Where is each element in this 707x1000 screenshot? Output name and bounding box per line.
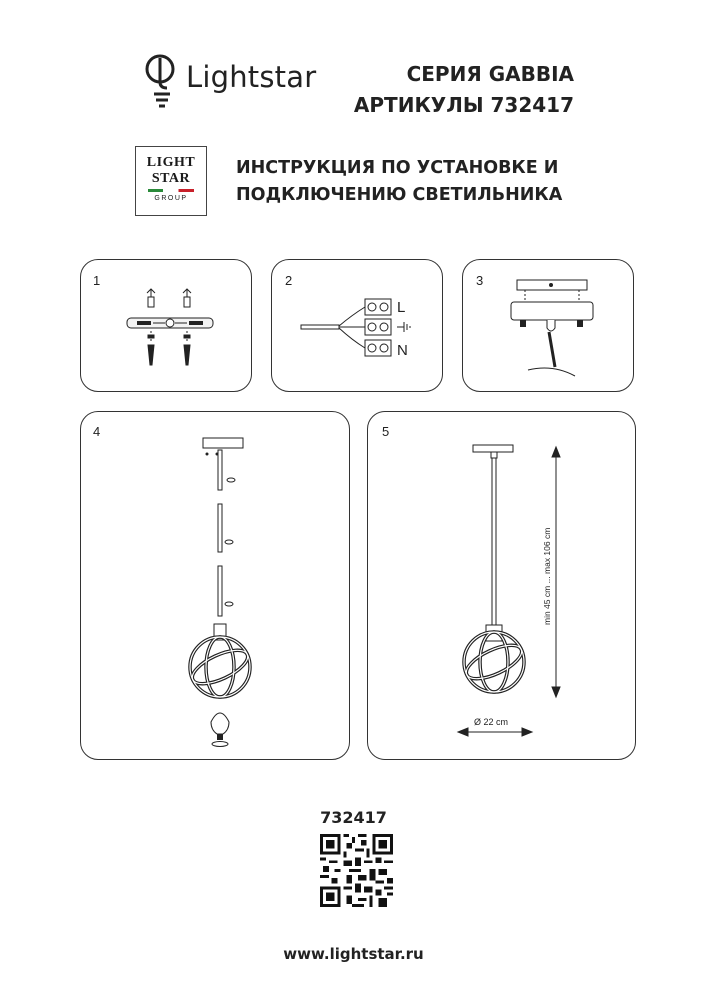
step-4-panel: [80, 411, 350, 760]
step-3-number: 3: [476, 273, 484, 288]
group-logo-stripe: [148, 189, 194, 192]
height-arrow: [552, 447, 560, 697]
live-label: L: [397, 299, 406, 316]
group-logo: [135, 146, 207, 216]
website-link[interactable]: www.lightstar.ru: [283, 945, 424, 963]
step-5-panel: [367, 411, 636, 760]
height-label: min 45 cm ... max 106 cm: [542, 527, 552, 625]
diameter-label: Ø 22 cm: [474, 717, 509, 727]
group-logo-line1: LIGHT: [146, 155, 196, 170]
dimensions-diagram: [438, 437, 618, 757]
canopy-fixing-diagram: [503, 272, 603, 382]
group-logo-line2: STAR: [151, 171, 191, 186]
wiring-terminal-diagram: [297, 295, 442, 365]
diameter-arrow: [458, 728, 532, 736]
qr-code-icon[interactable]: [320, 834, 393, 907]
mounting-bracket-diagram: [121, 285, 221, 380]
articles-title: АРТИКУЛЫ 732417: [353, 93, 574, 117]
step-2-number: 2: [285, 273, 293, 288]
brand-name: Lightstar: [186, 60, 317, 94]
series-title: СЕРИЯ GABBIA: [406, 62, 574, 86]
step-1-number: 1: [93, 273, 101, 288]
group-logo-line3: GROUP: [154, 195, 188, 202]
article-number: 732417: [320, 808, 387, 827]
brand-logo: [140, 52, 360, 112]
step-1-panel: [80, 259, 252, 392]
step-2-panel: [271, 259, 443, 392]
step-5-number: 5: [382, 424, 390, 439]
ground-icon: [397, 322, 410, 332]
step-4-number: 4: [93, 424, 101, 439]
bulb-icon: [140, 52, 190, 112]
instruction-line1: ИНСТРУКЦИЯ ПО УСТАНОВКЕ И: [236, 158, 559, 178]
instruction-line2: ПОДКЛЮЧЕНИЮ СВЕТИЛЬНИКА: [236, 185, 563, 205]
neutral-label: N: [397, 342, 408, 359]
bulb-icon: [211, 713, 229, 734]
step-3-panel: [462, 259, 634, 392]
assembly-diagram: [171, 432, 271, 752]
